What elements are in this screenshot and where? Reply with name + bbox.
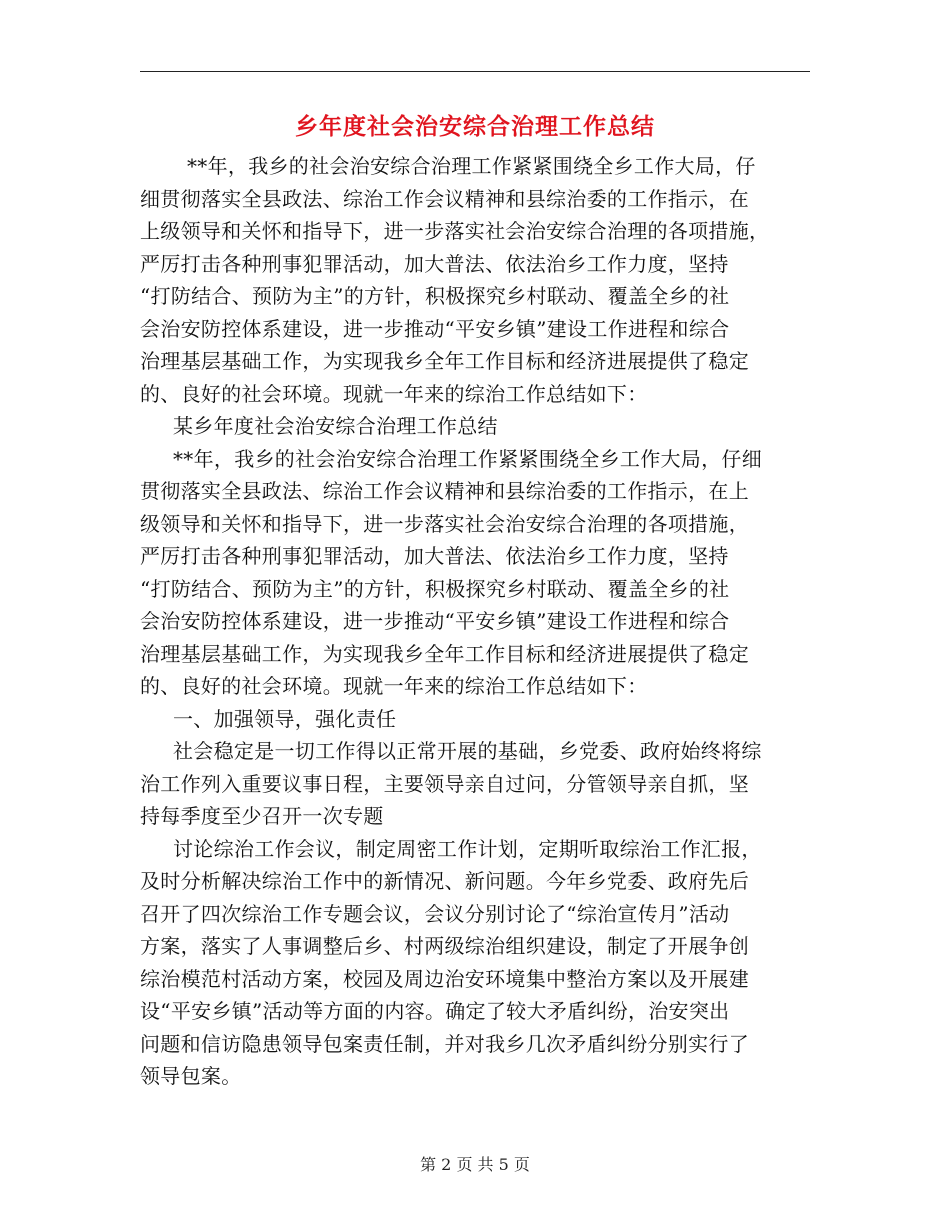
paragraph-line: 领导包案。: [140, 1064, 242, 1088]
header-rule: [140, 71, 810, 72]
paragraph-line: 的、良好的社会环境。现就一年来的综治工作总结如下：: [140, 381, 648, 406]
paragraph-line: **年，我乡的社会治安综合治理工作紧紧围绕全乡工作大局，仔细: [173, 446, 762, 471]
paragraph-line: 持每季度至少召开一次专题: [140, 804, 384, 828]
paragraph-line: 问题和信访隐患领导包案责任制，并对我乡几次矛盾纠纷分别实行了: [140, 1031, 749, 1056]
paragraph-line: 治工作列入重要议事日程，主要领导亲自过问，分管领导亲自抓，坚: [140, 771, 749, 796]
paragraph-line: 方案，落实了人事调整后乡、村两级综治组织建设，制定了开展争创: [140, 934, 749, 958]
document-title: 乡年度社会治安综合治理工作总结: [295, 114, 655, 140]
paragraph-line: **年，我乡的社会治安综合治理工作紧紧围绕全乡工作大局，仔: [187, 154, 756, 178]
paragraph-line: 会治安防控体系建设，进一步推动“平安乡镇”建设工作进程和综合: [140, 609, 730, 633]
section-subtitle: 某乡年度社会治安综合治理工作总结: [173, 414, 498, 438]
paragraph-line: 及时分析解决综治工作中的新情况、新问题。今年乡党委、政府先后: [140, 869, 749, 893]
paragraph-line: 严厉打击各种刑事犯罪活动，加大普法、依法治乡工作力度，坚持: [140, 251, 729, 276]
paragraph-line: 级领导和关怀和指导下，进一步落实社会治安综合治理的各项措施，: [140, 511, 749, 536]
paragraph-line: 细贯彻落实全县政法、综治工作会议精神和县综治委的工作指示，在: [140, 186, 749, 211]
paragraph-line: 设“平安乡镇”活动等方面的内容。确定了较大矛盾纠纷，治安突出: [140, 999, 730, 1023]
paragraph-line: 讨论综治工作会议，制定周密工作计划，定期听取综治工作汇报，: [173, 836, 762, 861]
paragraph-line: 召开了四次综治工作专题会议，会议分别讨论了“综治宣传月”活动: [140, 901, 730, 926]
page-number: 第 2 页 共 5 页: [420, 1155, 530, 1174]
section-heading: 一、加强领导，强化责任: [173, 706, 397, 731]
paragraph-line: 治理基层基础工作，为实现我乡全年工作目标和经济进展提供了稳定: [140, 349, 749, 373]
paragraph-line: 会治安防控体系建设，进一步推动“平安乡镇”建设工作进程和综合: [140, 316, 730, 341]
paragraph-line: 综治模范村活动方案，校园及周边治安环境集中整治方案以及开展建: [140, 966, 749, 991]
paragraph-line: “打防结合、预防为主”的方针，积极探究乡村联动、覆盖全乡的社: [140, 284, 730, 308]
paragraph-line: “打防结合、预防为主”的方针，积极探究乡村联动、覆盖全乡的社: [140, 576, 730, 601]
paragraph-line: 治理基层基础工作，为实现我乡全年工作目标和经济进展提供了稳定: [140, 641, 749, 666]
paragraph-line: 贯彻落实全县政法、综治工作会议精神和县综治委的工作指示，在上: [140, 479, 749, 503]
paragraph-line: 的、良好的社会环境。现就一年来的综治工作总结如下：: [140, 674, 648, 698]
document-body: [140, 150, 810, 1093]
paragraph-line: 严厉打击各种刑事犯罪活动，加大普法、依法治乡工作力度，坚持: [140, 544, 729, 568]
paragraph-line: 上级领导和关怀和指导下，进一步落实社会治安综合治理的各项措施，: [140, 219, 770, 243]
paragraph-line: 社会稳定是一切工作得以正常开展的基础，乡党委、政府始终将综: [173, 739, 762, 763]
